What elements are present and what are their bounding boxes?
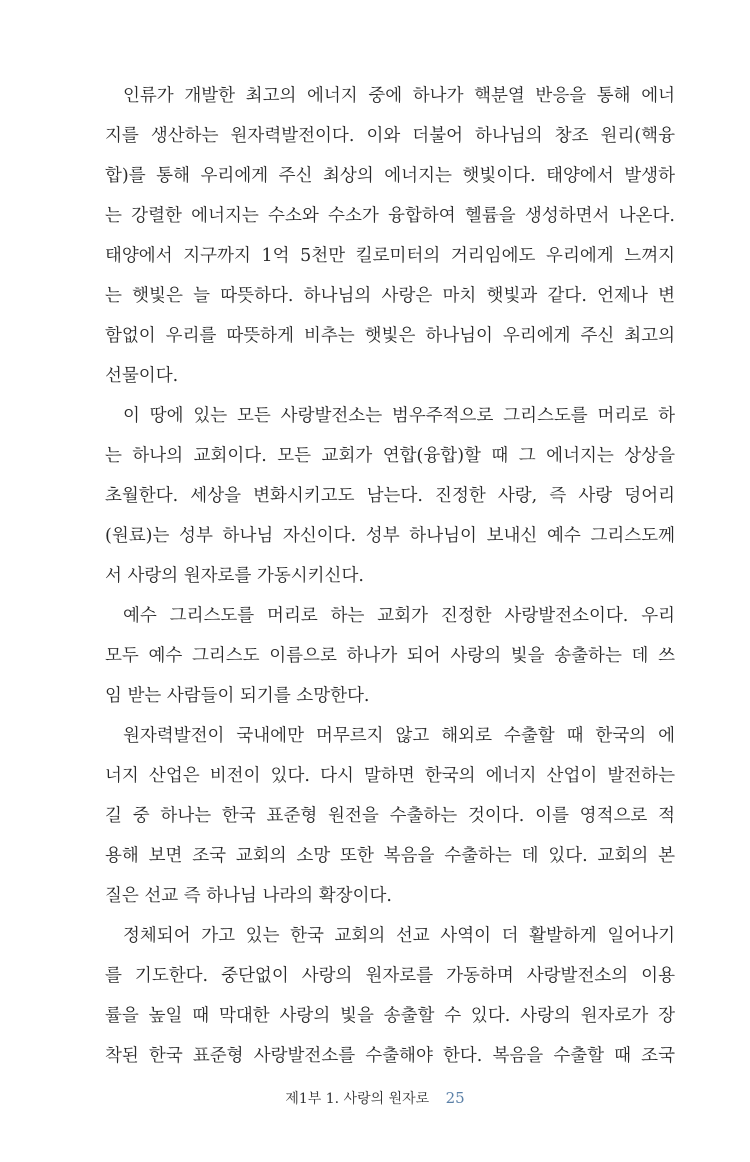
text-line: 길 중 하나는 한국 표준형 원전을 수출하는 것이다. 이를 영적으로 적 <box>105 806 675 826</box>
page-footer <box>0 1088 750 1108</box>
text-line: 착된 한국 표준형 사랑발전소를 수출해야 한다. 복음을 수출할 때 조국 <box>105 1046 675 1066</box>
text-line: 는 햇빛은 늘 따뜻하다. 하나님의 사랑은 마치 햇빛과 같다. 언제나 변 <box>105 286 675 306</box>
text-line: 를 기도한다. 중단없이 사랑의 원자로를 가동하며 사랑발전소의 이용 <box>105 966 675 986</box>
text-line: 모두 예수 그리스도 이름으로 하나가 되어 사랑의 빛을 송출하는 데 쓰 <box>105 646 675 666</box>
text-line: 는 하나의 교회이다. 모든 교회가 연합(융합)할 때 그 에너지는 상상을 <box>105 446 675 466</box>
text-line: 정체되어 가고 있는 한국 교회의 선교 사역이 더 활발하게 일어나기 <box>123 926 675 946</box>
text-line: 함없이 우리를 따뜻하게 비추는 햇빛은 하나님이 우리에게 주신 최고의 <box>105 326 675 346</box>
text-line: (원료)는 성부 하나님 자신이다. 성부 하나님이 보내신 예수 그리스도께 <box>105 526 675 546</box>
text-line: 지를 생산하는 원자력발전이다. 이와 더불어 하나님의 창조 원리(핵융 <box>105 126 675 146</box>
text-line: 합)를 통해 우리에게 주신 최상의 에너지는 햇빛이다. 태양에서 발생하 <box>105 166 675 186</box>
footer-part: 제1부 <box>285 1091 322 1107</box>
text-line: 예수 그리스도를 머리로 하는 교회가 진정한 사랑발전소이다. 우리 <box>123 606 675 626</box>
text-line: 률을 높일 때 막대한 사랑의 빛을 송출할 수 있다. 사랑의 원자로가 장 <box>105 1006 675 1026</box>
text-line: 인류가 개발한 최고의 에너지 중에 하나가 핵분열 반응을 통해 에너 <box>123 86 675 106</box>
text-line: 임 받는 사람들이 되기를 소망한다. <box>105 686 370 706</box>
text-line: 이 땅에 있는 모든 사랑발전소는 범우주적으로 그리스도를 머리로 하 <box>123 406 675 426</box>
text-line: 는 강렬한 에너지는 수소와 수소가 융합하여 헬륨을 생성하면서 나온다. <box>105 206 675 226</box>
footer-chapter: 1. 사랑의 원자로 <box>325 1091 430 1107</box>
text-line: 태양에서 지구까지 1억 5천만 킬로미터의 거리임에도 우리에게 느껴지 <box>105 246 675 266</box>
text-line: 초월한다. 세상을 변화시키고도 남는다. 진정한 사랑, 즉 사랑 덩어리 <box>105 486 675 506</box>
text-line: 원자력발전이 국내에만 머무르지 않고 해외로 수출할 때 한국의 에 <box>123 726 675 746</box>
page-number: 25 <box>445 1089 465 1107</box>
text-line: 너지 산업은 비전이 있다. 다시 말하면 한국의 에너지 산업이 발전하는 <box>105 766 675 786</box>
text-line: 서 사랑의 원자로를 가동시키신다. <box>105 566 364 586</box>
text-line: 선물이다. <box>105 366 179 386</box>
text-line: 용해 보면 조국 교회의 소망 또한 복음을 수출하는 데 있다. 교회의 본 <box>105 846 675 866</box>
body-text <box>105 76 675 1076</box>
text-line: 질은 선교 즉 하나님 나라의 확장이다. <box>105 886 392 906</box>
